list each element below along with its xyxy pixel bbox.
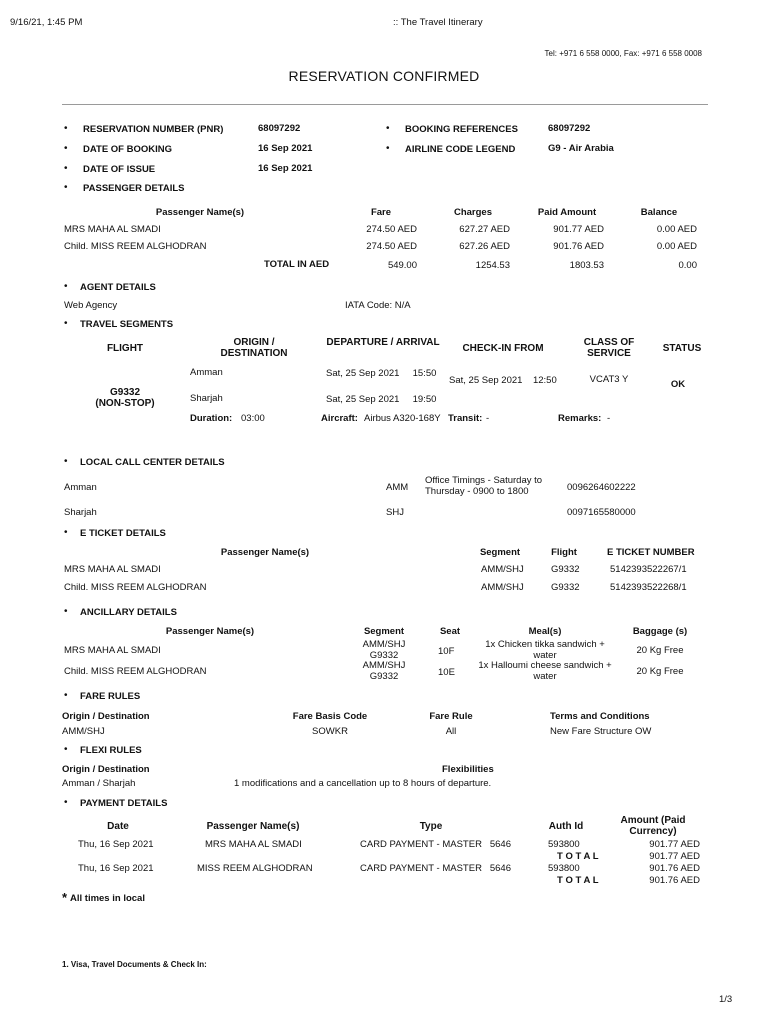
column-header: FLIGHT [106,343,144,354]
contact-info: Tel: +971 6 558 0000, Fax: +971 6 558 0008 [544,49,702,58]
payment-passenger: MRS MAHA AL SMADI [205,839,302,850]
column-header: E TICKET NUMBER [607,547,695,558]
column-header: CHECK-IN FROM [462,343,544,354]
total-label: TOTAL IN AED [264,259,330,270]
passenger-name: Child. MISS REEM ALGHODRAN [64,582,207,593]
column-header: Date [107,821,129,832]
iata-code: IATA Code: N/A [345,300,411,311]
remarks-value: - [607,413,611,424]
column-header: Type [419,821,443,832]
total-paid: 1803.53 [569,260,604,271]
passenger-name: Child. MISS REEM ALGHODRAN [64,666,207,677]
charges-cell: 627.26 AED [459,241,510,252]
pnr-value: 68097292 [258,123,301,134]
aircraft-label: Aircraft: [321,413,358,424]
passenger-name: Child. MISS REEM ALGHODRAN [64,241,207,252]
checkin-time: Sat, 25 Sep 2021 12:50 [449,375,557,386]
call-center-phone: 0096264602222 [567,482,636,493]
call-center-code: SHJ [386,507,404,518]
call-center-phone: 0097165580000 [567,507,636,518]
bullet-icon: • [64,318,68,329]
payment-passenger: MISS REEM ALGHODRAN [197,863,313,874]
payment-date: Thu, 16 Sep 2021 [78,839,154,850]
fare-basis-code: SOWKR [312,726,348,737]
fare-cell: 274.50 AED [366,224,417,235]
fare-rule-value: All [445,726,457,737]
payment-type: CARD PAYMENT - MASTER 5646 [360,839,511,850]
column-header: Origin / Destination [62,711,150,722]
call-center-city: Sharjah [64,507,97,518]
baggage-cell: 20 Kg Free [636,645,684,656]
call-center-timing: Office Timings - Saturday to Thursday - 0900 to 1800 [425,475,543,497]
booking-date-label: DATE OF BOOKING [83,144,173,155]
column-header: Auth Id [548,821,584,832]
bullet-icon: • [386,123,390,134]
column-header: Segment [363,626,405,637]
column-header: Passenger Name(s) [206,821,300,832]
flexibility-text: 1 modifications and a cancellation up to 8 hours of departure. [234,778,492,789]
flexi-route: Amman / Sharjah [62,778,136,789]
seat-cell: 10F [438,646,455,657]
print-tab-title: :: The Travel Itinerary [393,17,483,28]
paid-cell: 901.76 AED [553,241,604,252]
fare-cell: 274.50 AED [366,241,417,252]
terms-conditions: New Fare Structure OW [550,726,652,737]
bullet-icon: • [64,690,68,701]
segment-cell: AMM/SHJ G9332 [362,660,406,682]
column-header: Fare Basis Code [292,711,368,722]
flexi-rules-section-title: FLEXI RULES [80,745,142,756]
fare-rules-section-title: FARE RULES [80,691,141,702]
call-center-code: AMM [386,482,409,493]
passenger-name: MRS MAHA AL SMADI [64,564,161,575]
flight-cell: G9332 [551,564,580,575]
pnr-label: RESERVATION NUMBER (PNR) [83,124,224,135]
call-center-section-title: LOCAL CALL CENTER DETAILS [80,457,225,468]
meal-cell: 1x Chicken tikka sandwich + water [485,639,605,661]
title-divider [62,104,708,105]
column-header: Paid Amount [537,207,597,218]
segments-section-title: TRAVEL SEGMENTS [80,319,174,330]
passenger-name: MRS MAHA AL SMADI [64,645,161,656]
payment-type: CARD PAYMENT - MASTER 5646 [360,863,511,874]
fare-rule-route: AMM/SHJ [62,726,105,737]
page-number: 1/3 [719,994,733,1005]
column-header: Amount (Paid Currency) [620,815,686,837]
visa-note: 1. Visa, Travel Documents & Check In: [62,960,207,969]
paid-cell: 901.77 AED [553,224,604,235]
seat-cell: 10E [438,667,455,678]
footnote-text: All times in local [70,893,145,904]
segment-cell: AMM/SHJ [481,582,524,593]
column-header: Charges [453,207,492,218]
column-header: Fare [370,207,392,218]
payment-total: 901.77 AED [649,851,700,862]
column-header: Terms and Conditions [550,711,650,722]
departure-time: Sat, 25 Sep 2021 15:50 [326,368,437,379]
column-header: Segment [479,547,521,558]
balance-cell: 0.00 AED [656,241,697,252]
payment-amount: 901.76 AED [649,863,700,874]
booking-ref-label: BOOKING REFERENCES [405,124,518,135]
remarks-label: Remarks: [558,413,602,424]
bullet-icon: • [64,281,68,292]
duration-label: Duration: [190,413,233,424]
column-header: Fare Rule [429,711,473,722]
column-header: ORIGIN / DESTINATION [220,337,288,359]
destination-city: Sharjah [190,393,223,404]
aircraft-value: Airbus A320-168Y [364,413,441,424]
column-header: Baggage (s) [632,626,688,637]
class-of-service: VCAT3 Y [589,374,629,385]
total-charges: 1254.53 [475,260,510,271]
column-header: Balance [640,207,678,218]
column-header: Seat [439,626,461,637]
transit-value: - [486,413,490,424]
column-header: Meal(s) [528,626,562,637]
auth-id: 593800 [548,863,580,874]
total-fare: 549.00 [387,260,417,271]
call-center-city: Amman [64,482,97,493]
bullet-icon: • [64,527,68,538]
bullet-icon: • [64,182,68,193]
auth-id: 593800 [548,839,580,850]
column-header: Flexibilities [442,764,494,775]
flight-number: G9332 [109,387,141,398]
balance-cell: 0.00 AED [656,224,697,235]
bullet-icon: • [64,744,68,755]
bullet-icon: • [386,143,390,154]
column-header: Origin / Destination [62,764,150,775]
agent-section-title: AGENT DETAILS [80,282,156,293]
column-header: STATUS [662,343,702,354]
print-datetime: 9/16/21, 1:45 PM [10,17,83,28]
payment-section-title: PAYMENT DETAILS [80,798,168,809]
column-header: Flight [551,547,577,558]
bullet-icon: • [64,123,68,134]
payment-date: Thu, 16 Sep 2021 [78,863,154,874]
agent-name: Web Agency [64,300,118,311]
payment-total: 901.76 AED [649,875,700,886]
page-title: RESERVATION CONFIRMED [288,68,480,84]
meal-cell: 1x Halloumi cheese sandwich + water [478,660,612,682]
total-balance: 0.00 [678,260,697,271]
eticket-section-title: E TICKET DETAILS [80,528,166,539]
transit-label: Transit: [448,413,483,424]
column-header: DEPARTURE / ARRIVAL [326,337,440,348]
bullet-icon: • [64,163,68,174]
arrival-time: Sat, 25 Sep 2021 19:50 [326,394,437,405]
passenger-details-label: PASSENGER DETAILS [83,183,185,194]
issue-date-value: 16 Sep 2021 [258,163,313,174]
charges-cell: 627.27 AED [459,224,510,235]
column-header: CLASS OF SERVICE [583,337,635,359]
issue-date-label: DATE OF ISSUE [83,164,156,175]
column-header: Passenger Name(s) [220,547,310,558]
booking-ref-value: 68097292 [548,123,591,134]
ancillary-section-title: ANCILLARY DETAILS [80,607,177,618]
passenger-name: MRS MAHA AL SMADI [64,224,161,235]
payment-total-label: T O T A L [557,851,599,862]
airline-value: G9 - Air Arabia [548,143,614,154]
column-header: Passenger Name(s) [155,207,245,218]
booking-date-value: 16 Sep 2021 [258,143,313,154]
flight-stop-type: (NON-STOP) [95,398,155,409]
payment-amount: 901.77 AED [649,839,700,850]
bullet-icon: • [64,456,68,467]
airline-label: AIRLINE CODE LEGEND [405,144,516,155]
eticket-number: 5142393522267/1 [610,564,687,575]
bullet-icon: • [64,606,68,617]
column-header: Passenger Name(s) [165,626,255,637]
footnote-asterisk: * [62,890,68,905]
flight-cell: G9332 [551,582,580,593]
origin-city: Amman [190,367,223,378]
segment-cell: AMM/SHJ G9332 [362,639,406,661]
baggage-cell: 20 Kg Free [636,666,684,677]
eticket-number: 5142393522268/1 [610,582,687,593]
duration-value: 03:00 [241,413,265,424]
bullet-icon: • [64,143,68,154]
bullet-icon: • [64,797,68,808]
segment-cell: AMM/SHJ [481,564,524,575]
segment-status: OK [670,379,686,390]
payment-total-label: T O T A L [557,875,599,886]
